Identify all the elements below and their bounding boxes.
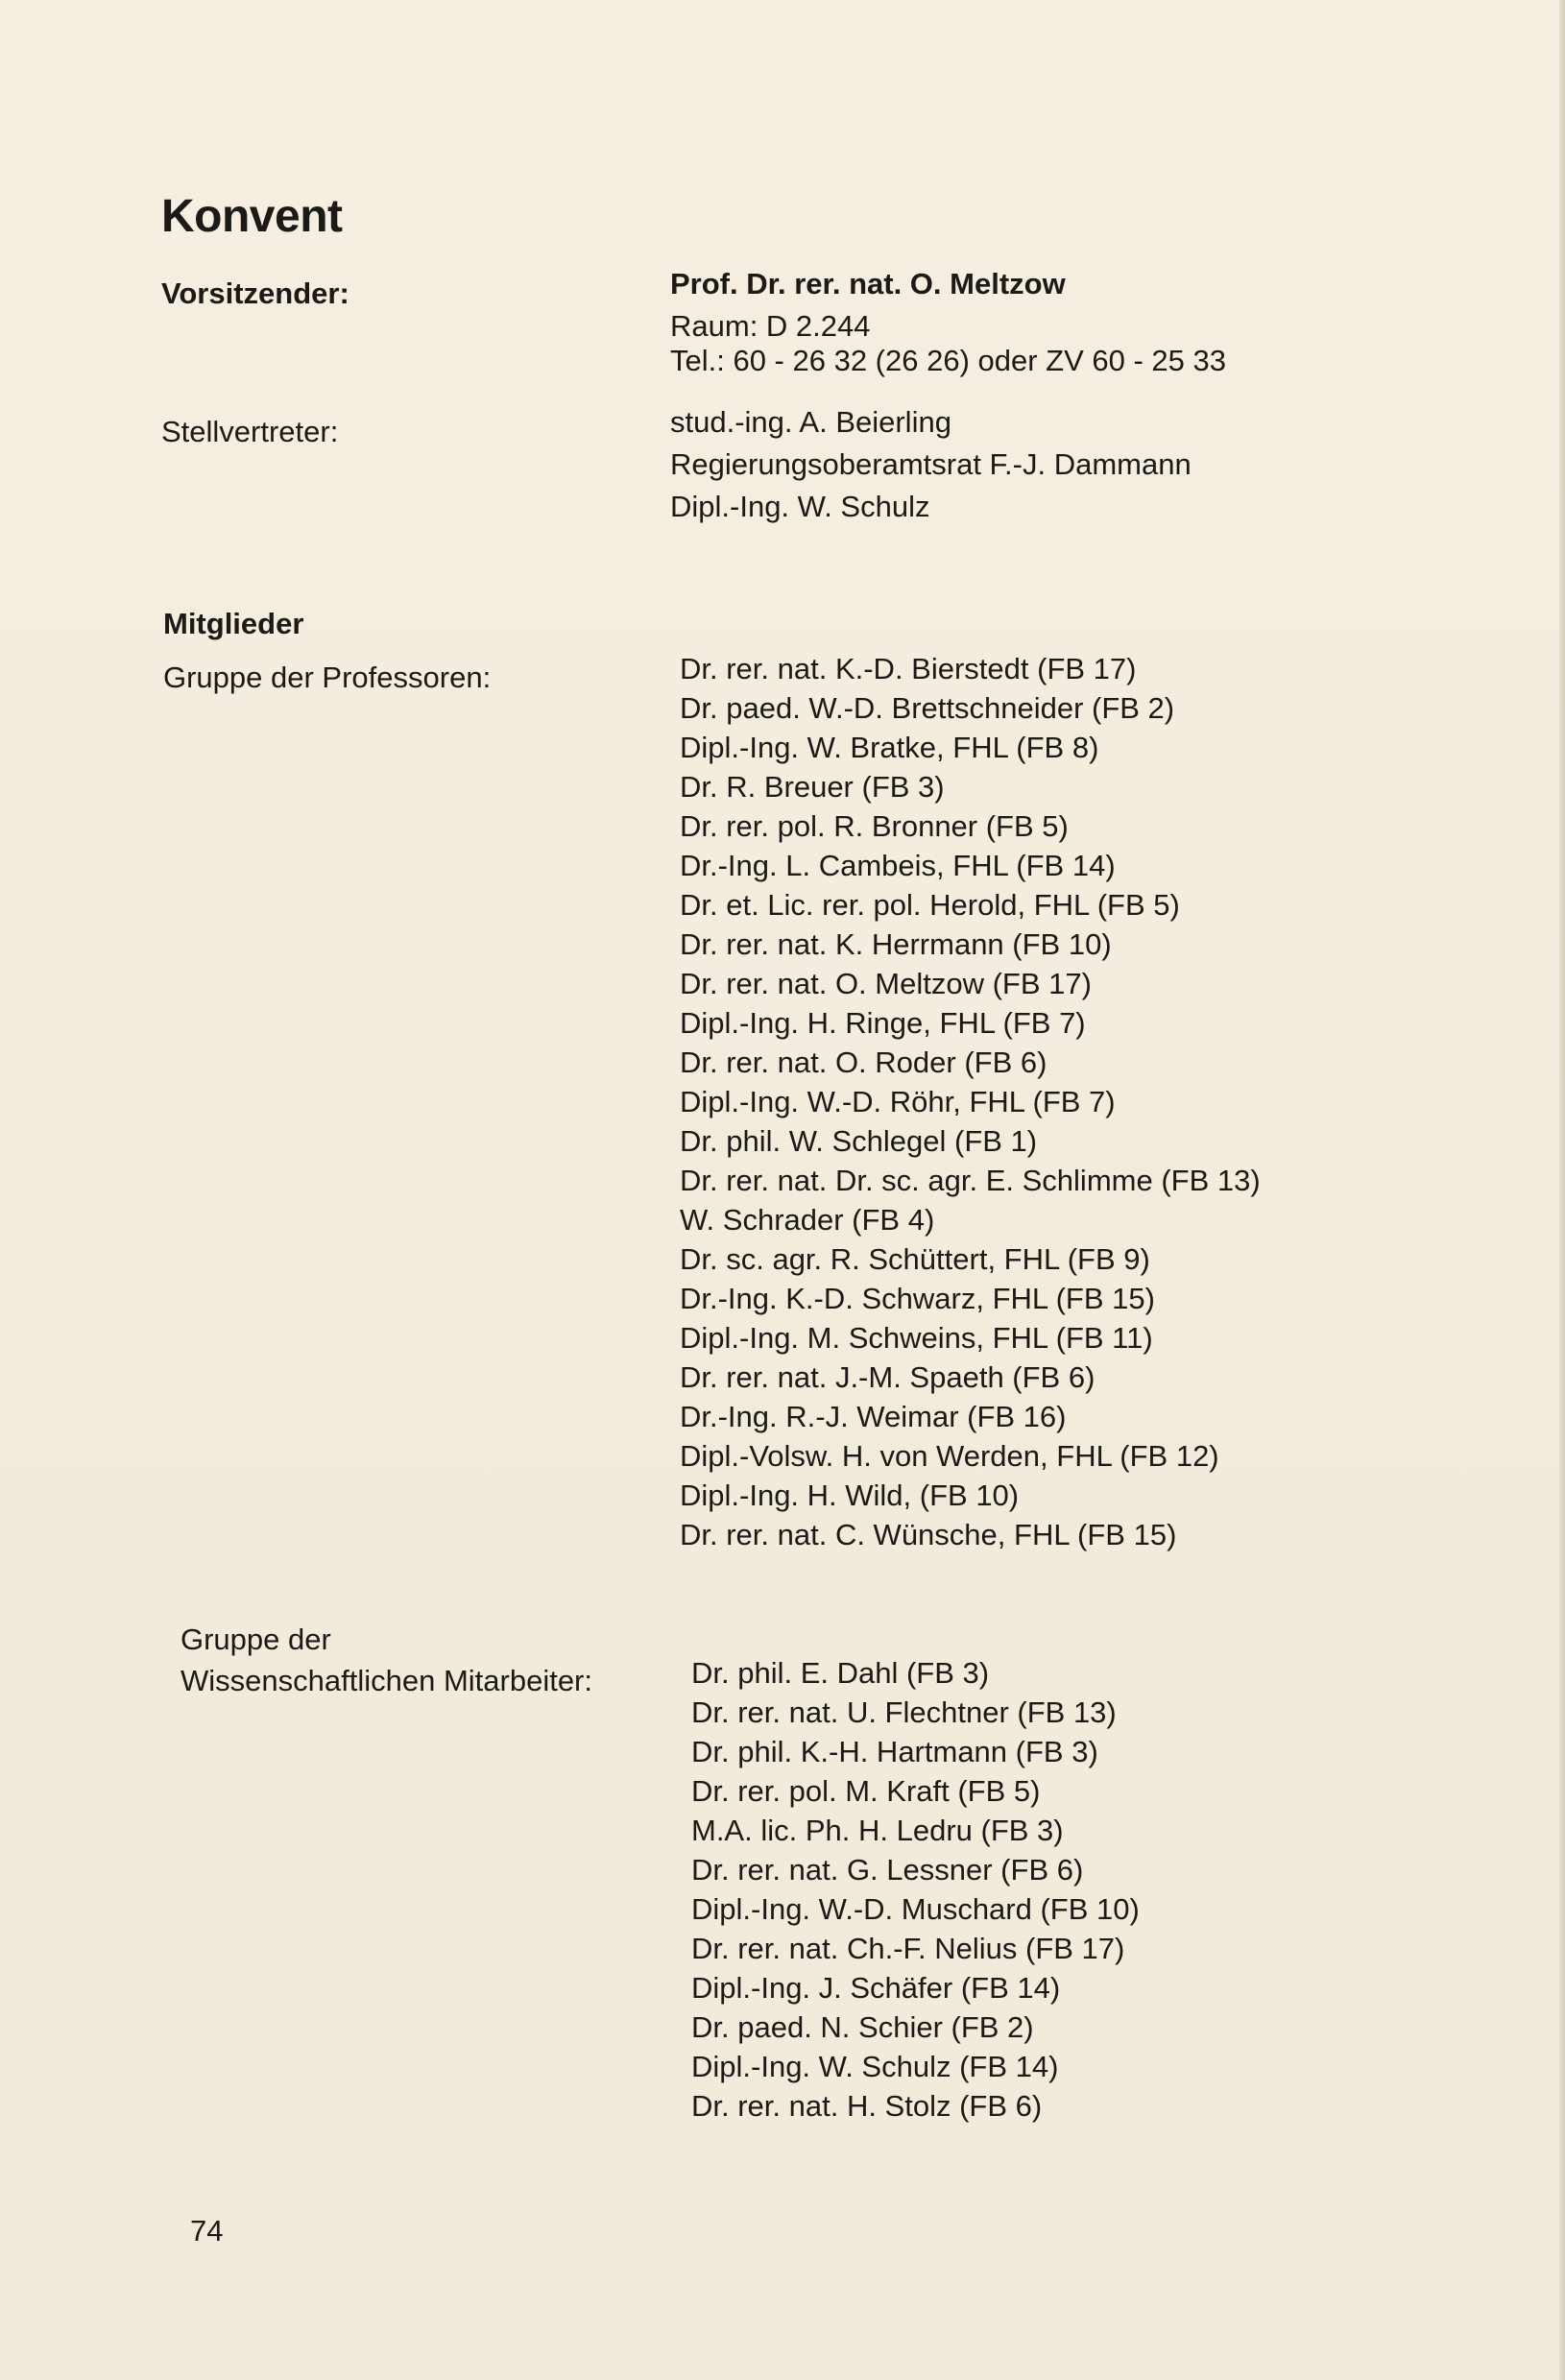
staff-label-line2: Wissenschaftlichen Mitarbeiter: [181,1664,592,1697]
chair-room: Raum: D 2.244 [670,309,871,343]
list-item: Dipl.-Ing. W. Schulz (FB 14) [691,2050,1059,2083]
members-heading: Mitglieder [163,607,304,640]
page-title: Konvent [161,191,343,242]
staff-list [691,1653,1140,2126]
list-item: Dr. rer. nat. U. Flechtner (FB 13) [691,1695,1117,1729]
list-item: Dr.-Ing. L. Cambeis, FHL (FB 14) [680,849,1116,882]
list-item: Dr. rer. nat. Dr. sc. agr. E. Schlimme (FB 13) [680,1164,1261,1197]
chair-name: Prof. Dr. rer. nat. O. Meltzow [670,267,1066,301]
professors-list [680,649,1261,1554]
list-item: Dr. rer. nat. J.-M. Spaeth (FB 6) [680,1360,1096,1394]
list-item: Dr. et. Lic. rer. pol. Herold, FHL (FB 5) [680,888,1180,922]
list-item: Dr. rer. nat. H. Stolz (FB 6) [691,2089,1043,2123]
list-item: Dr. phil. K.-H. Hartmann (FB 3) [691,1735,1098,1768]
list-item: Dipl.-Ing. M. Schweins, FHL (FB 11) [680,1321,1153,1355]
list-item: Dipl.-Ing. W. Bratke, FHL (FB 8) [680,731,1099,764]
list-item: Dr. paed. N. Schier (FB 2) [691,2010,1034,2044]
list-item: Dr.-Ing. K.-D. Schwarz, FHL (FB 15) [680,1282,1155,1315]
list-item: Dr. rer. pol. R. Bronner (FB 5) [680,809,1069,843]
list-item: Regierungsoberamtsrat F.-J. Dammann [670,447,1192,481]
professors-label: Gruppe der Professoren: [163,661,492,694]
list-item: Dr. paed. W.-D. Brettschneider (FB 2) [680,691,1175,725]
chair-label: Vorsitzender: [161,276,349,310]
list-item: Dipl.-Ing. W.-D. Röhr, FHL (FB 7) [680,1085,1116,1118]
list-item: Dr. rer. nat. K. Herrmann (FB 10) [680,927,1112,961]
deputy-label: Stellvertreter: [161,415,339,448]
list-item: Dr. R. Breuer (FB 3) [680,770,945,804]
list-item: stud.-ing. A. Beierling [670,405,951,439]
page-edge [1559,0,1565,2380]
list-item: Dr. rer. nat. O. Meltzow (FB 17) [680,967,1092,1000]
list-item: Dipl.-Ing. J. Schäfer (FB 14) [691,1971,1061,2005]
list-item: Dipl.-Ing. W. Schulz [670,490,930,523]
list-item: Dr. sc. agr. R. Schüttert, FHL (FB 9) [680,1242,1150,1276]
list-item: Dr. phil. W. Schlegel (FB 1) [680,1124,1038,1158]
list-item: Dipl.-Volsw. H. von Werden, FHL (FB 12) [680,1439,1219,1473]
chair-phone: Tel.: 60 - 26 32 (26 26) oder ZV 60 - 25 33 [670,344,1227,377]
list-item: Dipl.-Ing. H. Ringe, FHL (FB 7) [680,1006,1086,1040]
list-item: Dr. rer. nat. K.-D. Bierstedt (FB 17) [680,652,1137,685]
list-item: Dipl.-Ing. H. Wild, (FB 10) [680,1478,1020,1512]
deputy-list [670,401,1192,528]
list-item: Dr. rer. nat. G. Lessner (FB 6) [691,1853,1084,1887]
list-item: W. Schrader (FB 4) [680,1203,935,1237]
list-item: Dr. rer. nat. O. Roder (FB 6) [680,1046,1047,1079]
staff-label-line1: Gruppe der [181,1623,331,1656]
list-item: Dr. rer. nat. C. Wünsche, FHL (FB 15) [680,1518,1177,1551]
page-number: 74 [190,2214,224,2248]
list-item: Dr.-Ing. R.-J. Weimar (FB 16) [680,1400,1067,1433]
list-item: M.A. lic. Ph. H. Ledru (FB 3) [691,1814,1064,1847]
list-item: Dr. rer. nat. Ch.-F. Nelius (FB 17) [691,1932,1125,1965]
list-item: Dr. phil. E. Dahl (FB 3) [691,1656,990,1690]
list-item: Dipl.-Ing. W.-D. Muschard (FB 10) [691,1892,1140,1926]
list-item: Dr. rer. pol. M. Kraft (FB 5) [691,1774,1041,1808]
